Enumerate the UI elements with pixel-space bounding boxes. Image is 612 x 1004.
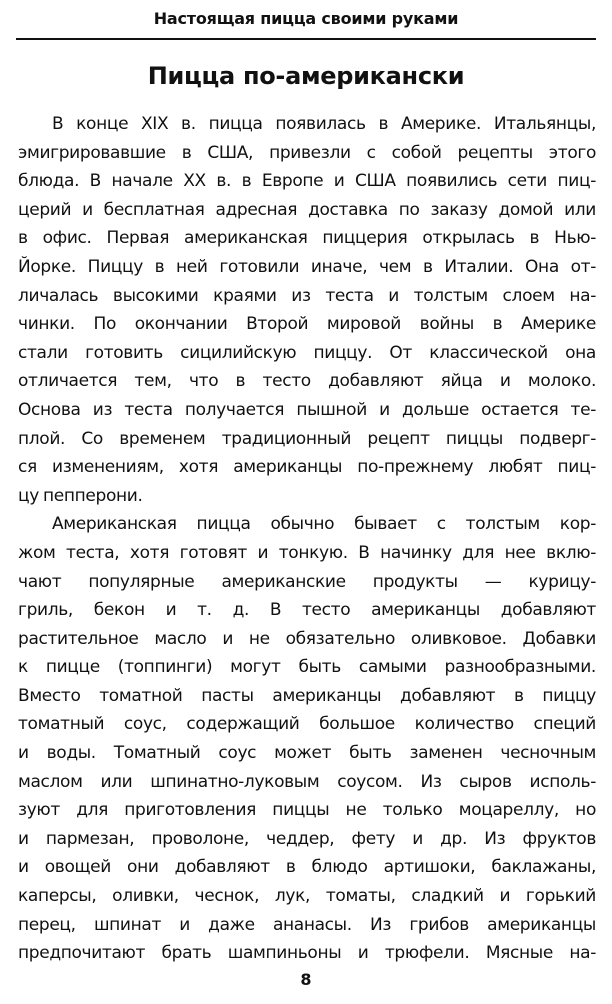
text-line: отличается тем, что в тесто добавляют яйца и молоко. xyxy=(18,371,596,392)
text-line: перец, шпинат и даже ананасы. Из грибов американцы xyxy=(18,914,596,935)
paragraph-2 xyxy=(18,510,596,968)
text-line: растительное масло и не обязательно оливковое. Добавки xyxy=(18,628,596,649)
text-line: блюда. В начале XX в. в Европе и США появились сети пиц- xyxy=(18,171,596,192)
running-header: Настоящая пицца своими руками xyxy=(153,9,459,28)
text-line: чинки. По окончании Второй мировой войны в Америке xyxy=(18,314,596,335)
text-line: маслом или шпинатно-луковым соусом. Из сыров исполь- xyxy=(18,771,596,792)
text-line: эмигрировавшие в США, привезли с собой рецепты этого xyxy=(18,142,596,163)
chapter-title: Пицца по-американски xyxy=(147,62,465,90)
text-line: и овощей они добавляют в блюдо артишоки, баклажаны, xyxy=(18,857,596,878)
text-line: ся изменениям, хотя американцы по-прежнему любят пиц- xyxy=(18,457,596,478)
text-line: жом теста, хотя готовят и тонкую. В начинку для нее вклю- xyxy=(18,542,596,563)
text-line: Американская пицца обычно бывает с толстым кор- xyxy=(52,514,596,535)
body-text xyxy=(18,110,596,968)
text-line: Вместо томатной пасты американцы добавляют в пиццу xyxy=(18,685,596,706)
text-line: цу пепперони. xyxy=(18,485,143,506)
text-line: к пицце (топпинги) могут быть самыми разнообразными. xyxy=(18,657,596,678)
text-line: предпочитают брать шампиньоны и трюфели. Мясные на- xyxy=(18,943,596,964)
text-line: стали готовить сицилийскую пиццу. От классической она xyxy=(18,342,596,363)
text-line: гриль, бекон и т. д. В тесто американцы добавляют xyxy=(18,600,596,621)
paragraph-1 xyxy=(18,110,596,510)
text-line: томатный соус, содержащий большое количество специй xyxy=(18,714,596,735)
text-line: церий и бесплатная адресная доставка по заказу домой или xyxy=(18,199,596,220)
text-line: Йорке. Пиццу в ней готовили иначе, чем в Италии. Она от- xyxy=(18,256,596,277)
text-line: зуют для приготовления пиццы не только моцареллу, но xyxy=(18,800,596,821)
text-line: и пармезан, проволоне, чеддер, фету и др. Из фруктов xyxy=(18,828,596,849)
text-line: каперсы, оливки, чеснок, лук, томаты, сладкий и горький xyxy=(18,886,596,907)
text-line: Основа из теста получается пышной и дольше остается те- xyxy=(18,399,596,420)
text-line: плой. Со временем традиционный рецепт пиццы подверг- xyxy=(18,428,596,449)
header-divider xyxy=(16,38,596,40)
text-line: и воды. Томатный соус может быть заменен чесночным xyxy=(18,743,596,764)
text-line: В конце XIX в. пицца появилась в Америке. Итальянцы, xyxy=(52,114,596,134)
text-line: в офис. Первая американская пиццерия открылась в Нью- xyxy=(18,228,596,249)
page-number: 8 xyxy=(300,970,312,989)
text-line: личалась высокими краями из теста и толстым слоем на- xyxy=(18,285,596,306)
text-line: чают популярные американские продукты — курицу- xyxy=(18,571,596,592)
